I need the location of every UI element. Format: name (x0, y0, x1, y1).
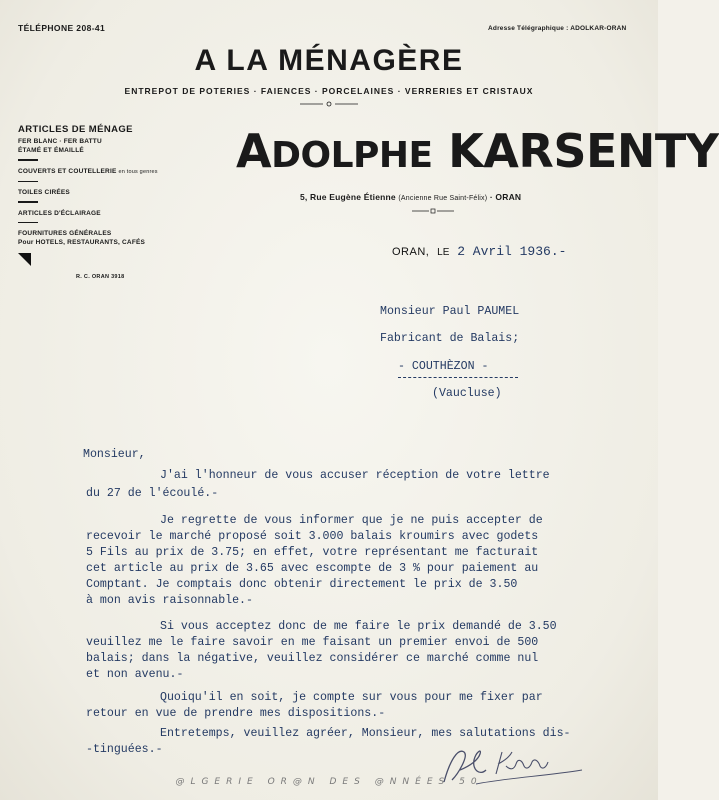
divider (18, 181, 38, 183)
product-line-tinware: FER BLANC · FER BATTU (18, 138, 102, 145)
company-first-name: DOLPHE (271, 135, 433, 176)
ornament-divider (300, 100, 358, 108)
body-line: -tinguées.- (86, 743, 163, 756)
trade-register-number: R. C. ORAN 3918 (76, 274, 125, 280)
body-line: Entretemps, veuillez agréer, Monsieur, mes salutations dis- (160, 727, 571, 740)
product-line-oilcloth: TOILES CIRÉES (18, 189, 70, 196)
recipient-underline (398, 377, 518, 378)
product-line-supplies: FOURNITURES GÉNÉRALES (18, 230, 112, 237)
body-line: J'ai l'honneur de vous accuser réception de votre lettre (160, 469, 550, 482)
shop-name: A LA MÉNAGÈRE (194, 44, 464, 77)
body-line: du 27 de l'écoulé.- (86, 487, 219, 500)
product-line-hospitality: Pour HOTELS, RESTAURANTS, CAFÉS (18, 239, 146, 246)
address-street: 5, Rue Eugène Étienne (300, 192, 396, 202)
company-address (300, 192, 521, 202)
body-line: et non avenu.- (86, 668, 184, 681)
divider (18, 159, 38, 161)
divider (18, 201, 38, 203)
body-line: Je regrette de vous informer que je ne puis accepter de (160, 514, 543, 527)
product-line-lighting: ARTICLES D'ÉCLAIRAGE (18, 209, 101, 217)
product-list-title: ARTICLES DE MÉNAGE (18, 124, 133, 135)
product-line-enamel: ÉTAMÉ ET ÉMAILLÉ (18, 147, 84, 154)
telephone-number: TÉLÉPHONE 208-41 (18, 23, 106, 33)
cutlery-label: COUVERTS ET COUTELLERIE (18, 167, 117, 175)
shop-specialties: ENTREPOT DE POTERIES · FAIENCES · PORCELAINES · VERRERIES ET CRISTAUX (124, 86, 534, 96)
body-line: Comptant. Je comptais donc obtenir directement le prix de 3.50 (86, 578, 518, 591)
body-line: cet article au prix de 3.65 avec escompte de 3 % pour paiement au (86, 562, 539, 575)
body-line: à mon avis raisonnable.- (86, 594, 253, 607)
divider (18, 222, 38, 224)
body-line: Si vous acceptez donc de me faire le prix demandé de 3.50 (160, 620, 557, 633)
ornament-divider (412, 208, 454, 214)
company-name (236, 124, 719, 178)
recipient-region: (Vaucluse) (432, 387, 502, 400)
date-value: 2 Avril 1936.- (457, 244, 567, 259)
body-line: 5 Fils au prix de 3.75; en effet, votre représentant me facturait (86, 546, 539, 559)
recipient-title: Fabricant de Balais; (380, 332, 520, 345)
body-line: balais; dans la négative, veuillez considérer ce marché comme nul (86, 652, 539, 665)
recipient-name: Monsieur Paul PAUMEL (380, 305, 520, 318)
corner-triangle-mark (18, 253, 31, 266)
cutlery-note: en tous genres (118, 168, 158, 175)
body-line: recevoir le marché proposé soit 3.000 balais kroumirs avec godets (86, 530, 539, 543)
recipient-town: - COUTHÈZON - (398, 360, 489, 373)
company-initial: A (236, 124, 272, 178)
address-old-street: (Ancienne Rue Saint-Félix) (398, 195, 488, 202)
salutation: Monsieur, (83, 448, 146, 461)
body-line: veuillez me le faire savoir en me faisant un premier envoi de 500 (86, 636, 539, 649)
date-city: ORAN, (392, 246, 430, 258)
watermark: @LGERIE OR@N DES @NNÉES 50 (175, 777, 483, 787)
telegraph-address: Adresse Télégraphique : ADOLKAR-ORAN (488, 25, 627, 32)
date-le: LE (437, 247, 450, 258)
body-line: Quoiqu'il en soit, je compte sur vous pour me fixer par (160, 691, 543, 704)
letter-date (392, 244, 566, 259)
body-line: retour en vue de prendre mes dispositions.- (86, 707, 386, 720)
address-city: · ORAN (489, 192, 522, 202)
product-line-cutlery (18, 167, 193, 177)
company-surname: KARSENTY (448, 124, 719, 178)
product-list (18, 124, 193, 280)
